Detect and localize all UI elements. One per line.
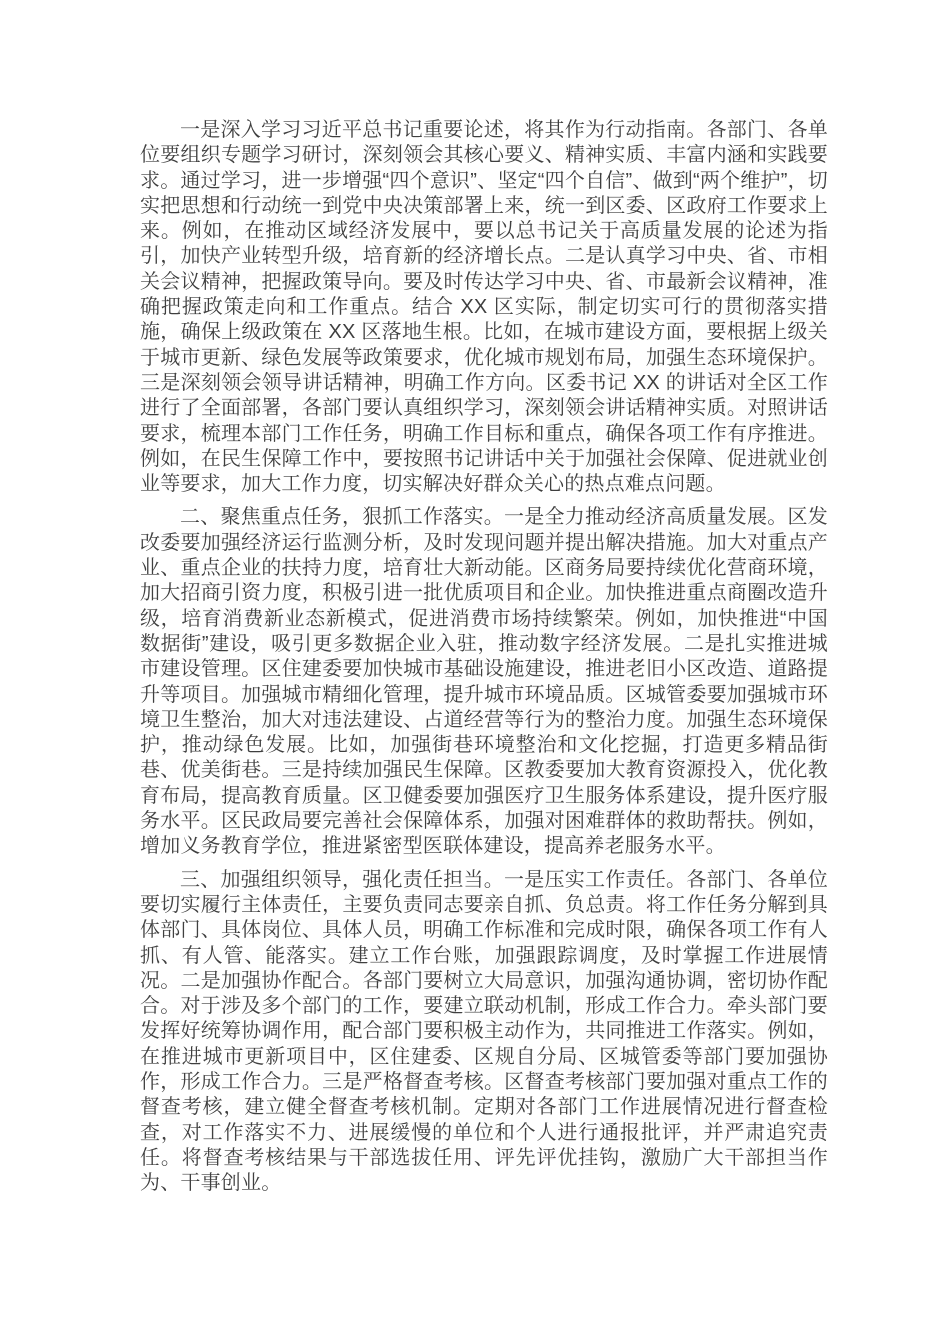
page-text-block — [140, 118, 828, 1204]
paragraph-organizational-leadership: 三、加强组织领导，强化责任担当。一是压实工作责任。各部门、各单位要切实履行主体责任，主要负责同志要亲自抓、负总责。将工作任务分解到具体部门、具体岗位、具体人员，明确工作标准和完成时限，确保各项工作有人抓、有人管、能落实。建立工作台账，加强跟踪调度，及时掌握工作进展情况。二是加强协作配合。各部门要树立大局意识，加强沟通协调，密切协作配合。对于涉及多个部门的工作，要建立联动机制，形成工作合力。牵头部门要发挥好统筹协调作用，配合部门要积极主动作为，共同推进工作落实。例如，在推进城市更新项目中，区住建委、区规自分局、区城管委等部门要加强协作，形成工作合力。三是严格督查考核。区督查考核部门要加强对重点工作的督查考核，建立健全督查考核机制。定期对各部门工作进展情况进行督查检查，对工作落实不力、进展缓慢的单位和个人进行通报批评，并严肃追究责任。将督查考核结果与干部选拔任用、评先评优挂钩，激励广大干部担当作为、干事创业。 — [140, 868, 828, 1195]
paragraph-study-directives: 一是深入学习习近平总书记重要论述，将其作为行动指南。各部门、各单位要组织专题学习研讨，深刻领会其核心要义、精神实质、丰富内涵和实践要求。通过学习，进一步增强“四个意识”、坚定“四个自信”、做到“两个维护”，切实把思想和行动统一到党中央决策部署上来，统一到区委、区政府工作要求上来。例如，在推动区域经济发展中，要以总书记关于高质量发展的论述为指引，加快产业转型升级，培育新的经济增长点。二是认真学习中央、省、市相关会议精神，把握政策导向。要及时传达学习中央、省、市最新会议精神，准确把握政策走向和工作重点。结合 XX 区实际，制定切实可行的贯彻落实措施，确保上级政策在 XX 区落地生根。比如，在城市建设方面，要根据上级关于城市更新、绿色发展等政策要求，优化城市规划布局，加强生态环境保护。三是深刻领会领导讲话精神，明确工作方向。区委书记 XX 的讲话对全区工作进行了全面部署，各部门要认真组织学习，深刻领会讲话精神实质。对照讲话要求，梳理本部门工作任务，明确工作目标和重点，确保各项工作有序推进。例如，在民生保障工作中，要按照书记讲话中关于加强社会保障、促进就业创业等要求，加大工作力度，切实解决好群众关心的热点难点问题。 — [140, 119, 828, 496]
paragraph-key-tasks: 二、聚焦重点任务，狠抓工作落实。一是全力推动经济高质量发展。区发改委要加强经济运行监测分析，及时发现问题并提出解决措施。加大对重点产业、重点企业的扶持力度，培育壮大新动能。区商务局要持续优化营商环境，加大招商引资力度，积极引进一批优质项目和企业。加快推进重点商圈改造升级，培育消费新业态新模式，促进消费市场持续繁荣。例如，加快推进“中国数据街”建设，吸引更多数据企业入驻，推动数字经济发展。二是扎实推进城市建设管理。区住建委要加快城市基础设施建设，推进老旧小区改造、道路提升等项目。加强城市精细化管理，提升城市环境品质。区城管委要加强城市环境卫生整治，加大对违法建设、占道经营等行为的整治力度。加强生态环境保护，推动绿色发展。比如，加强街巷环境整治和文化挖掘，打造更多精品街巷、优美街巷。三是持续加强民生保障。区教委要加大教育资源投入，优化教育布局，提高教育质量。区卫健委要加强医疗卫生服务体系建设，提升医疗服务水平。区民政局要完善社会保障体系，加强对困难群体的救助帮扶。例如，增加义务教育学位，推进紧密型医联体建设，提高养老服务水平。 — [140, 506, 828, 858]
